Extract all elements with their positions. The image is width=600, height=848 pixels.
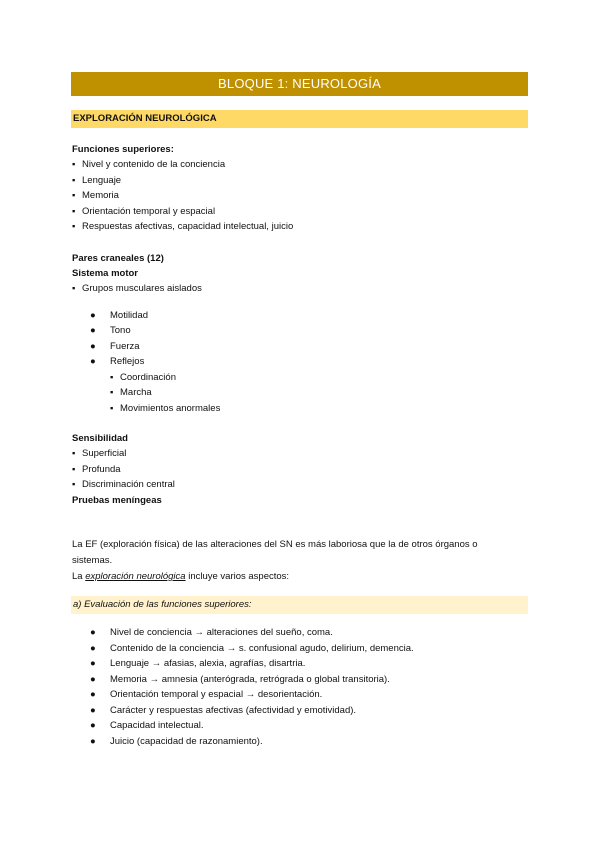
list-item: ● Orientación temporal y espacial → desorientación. xyxy=(90,689,323,700)
motor-heading: Sistema motor xyxy=(72,268,138,279)
sensibilidad-block xyxy=(72,432,532,509)
square-bullet-icon: ▪ xyxy=(72,221,76,232)
dot-bullet-icon: ● xyxy=(90,673,96,685)
square-bullet-icon: ▪ xyxy=(72,463,76,475)
section-heading xyxy=(71,110,528,128)
list-item: ▪ Marcha xyxy=(110,387,152,398)
list-item: ● Reflejos xyxy=(90,356,145,367)
dot-bullet-icon: ● xyxy=(90,689,96,700)
dot-bullet-icon: ● xyxy=(90,735,96,747)
list-item: ● Memoria → amnesia (anterógrada, retrógrada o global transitoria). xyxy=(90,673,390,685)
list-item: ▪ Respuestas afectivas, capacidad intelectual, juicio xyxy=(72,221,294,232)
dot-bullet-icon: ● xyxy=(90,325,96,336)
square-bullet-icon: ▪ xyxy=(110,387,114,398)
list-item: ● Motilidad xyxy=(90,309,149,321)
intro-paragraph: La EF (exploración física) de las alteraciones del SN es más laboriosa que la de otros órganos o sistemas. La exploración neurológica incluye varios aspectos: xyxy=(72,539,478,582)
section-heading-text: EXPLORACIÓN NEUROLÓGICA xyxy=(73,113,217,124)
eval-list xyxy=(72,626,532,750)
list-item: ● Carácter y respuestas afectivas (afectividad y emotividad). xyxy=(90,704,357,716)
list-item: ▪ Discriminación central xyxy=(72,479,175,490)
list-item: ● Tono xyxy=(90,325,131,336)
dot-bullet-icon: ● xyxy=(90,309,96,321)
subsection-heading-text: a) Evaluación de las funciones superiores: xyxy=(73,599,252,610)
square-bullet-icon: ▪ xyxy=(72,479,76,490)
subsection-heading xyxy=(71,596,528,614)
list-item: ▪ Superficial xyxy=(72,448,127,459)
list-item: ● Nivel de conciencia → alteraciones del sueño, coma. xyxy=(90,627,333,638)
list-item: ▪ Orientación temporal y espacial xyxy=(72,205,216,217)
page-title: BLOQUE 1: NEUROLOGÍA xyxy=(71,72,528,96)
square-bullet-icon: ▪ xyxy=(72,190,76,201)
square-bullet-icon: ▪ xyxy=(72,283,76,294)
list-item: ▪ Memoria xyxy=(72,190,119,201)
list-item: ● Fuerza xyxy=(90,340,140,352)
square-bullet-icon: ▪ xyxy=(110,402,114,414)
list-item: ● Juicio (capacidad de razonamiento). xyxy=(90,735,263,747)
square-bullet-icon: ▪ xyxy=(110,371,114,383)
dot-bullet-icon: ● xyxy=(90,720,96,731)
dot-bullet-icon: ● xyxy=(90,340,96,352)
pares-heading: Pares craneales (12) xyxy=(72,253,164,264)
square-bullet-icon: ▪ xyxy=(72,174,76,186)
meningeas-heading: Pruebas meníngeas xyxy=(72,494,162,506)
exploracion-link: exploración neurológica xyxy=(85,571,186,582)
list-item: ● Capacidad intelectual. xyxy=(90,720,204,731)
list-item: ● Contenido de la conciencia → s. confusional agudo, delirium, demencia. xyxy=(90,642,414,654)
square-bullet-icon: ▪ xyxy=(72,448,76,459)
dot-bullet-icon: ● xyxy=(90,642,96,654)
superiores-heading: Funciones superiores: xyxy=(72,144,174,155)
square-bullet-icon: ▪ xyxy=(72,205,76,217)
list-item: ▪ Nivel y contenido de la conciencia xyxy=(72,159,226,170)
list-item: ● Lenguaje → afasias, alexia, agrafías, disartria. xyxy=(90,658,306,669)
sensibilidad-heading: Sensibilidad xyxy=(72,433,128,444)
dot-bullet-icon: ● xyxy=(90,658,96,669)
square-bullet-icon: ▪ xyxy=(72,159,76,170)
list-item: ▪ Profunda xyxy=(72,463,121,475)
list-item: ▪ Coordinación xyxy=(110,371,176,383)
motor-block xyxy=(72,252,532,417)
list-item: ▪ Grupos musculares aislados xyxy=(72,283,202,294)
dot-bullet-icon: ● xyxy=(90,627,96,638)
dot-bullet-icon: ● xyxy=(90,356,96,367)
list-item: ▪ Lenguaje xyxy=(72,174,122,186)
superiores-block xyxy=(72,143,532,236)
dot-bullet-icon: ● xyxy=(90,704,96,716)
list-item: ▪ Movimientos anormales xyxy=(110,402,221,414)
